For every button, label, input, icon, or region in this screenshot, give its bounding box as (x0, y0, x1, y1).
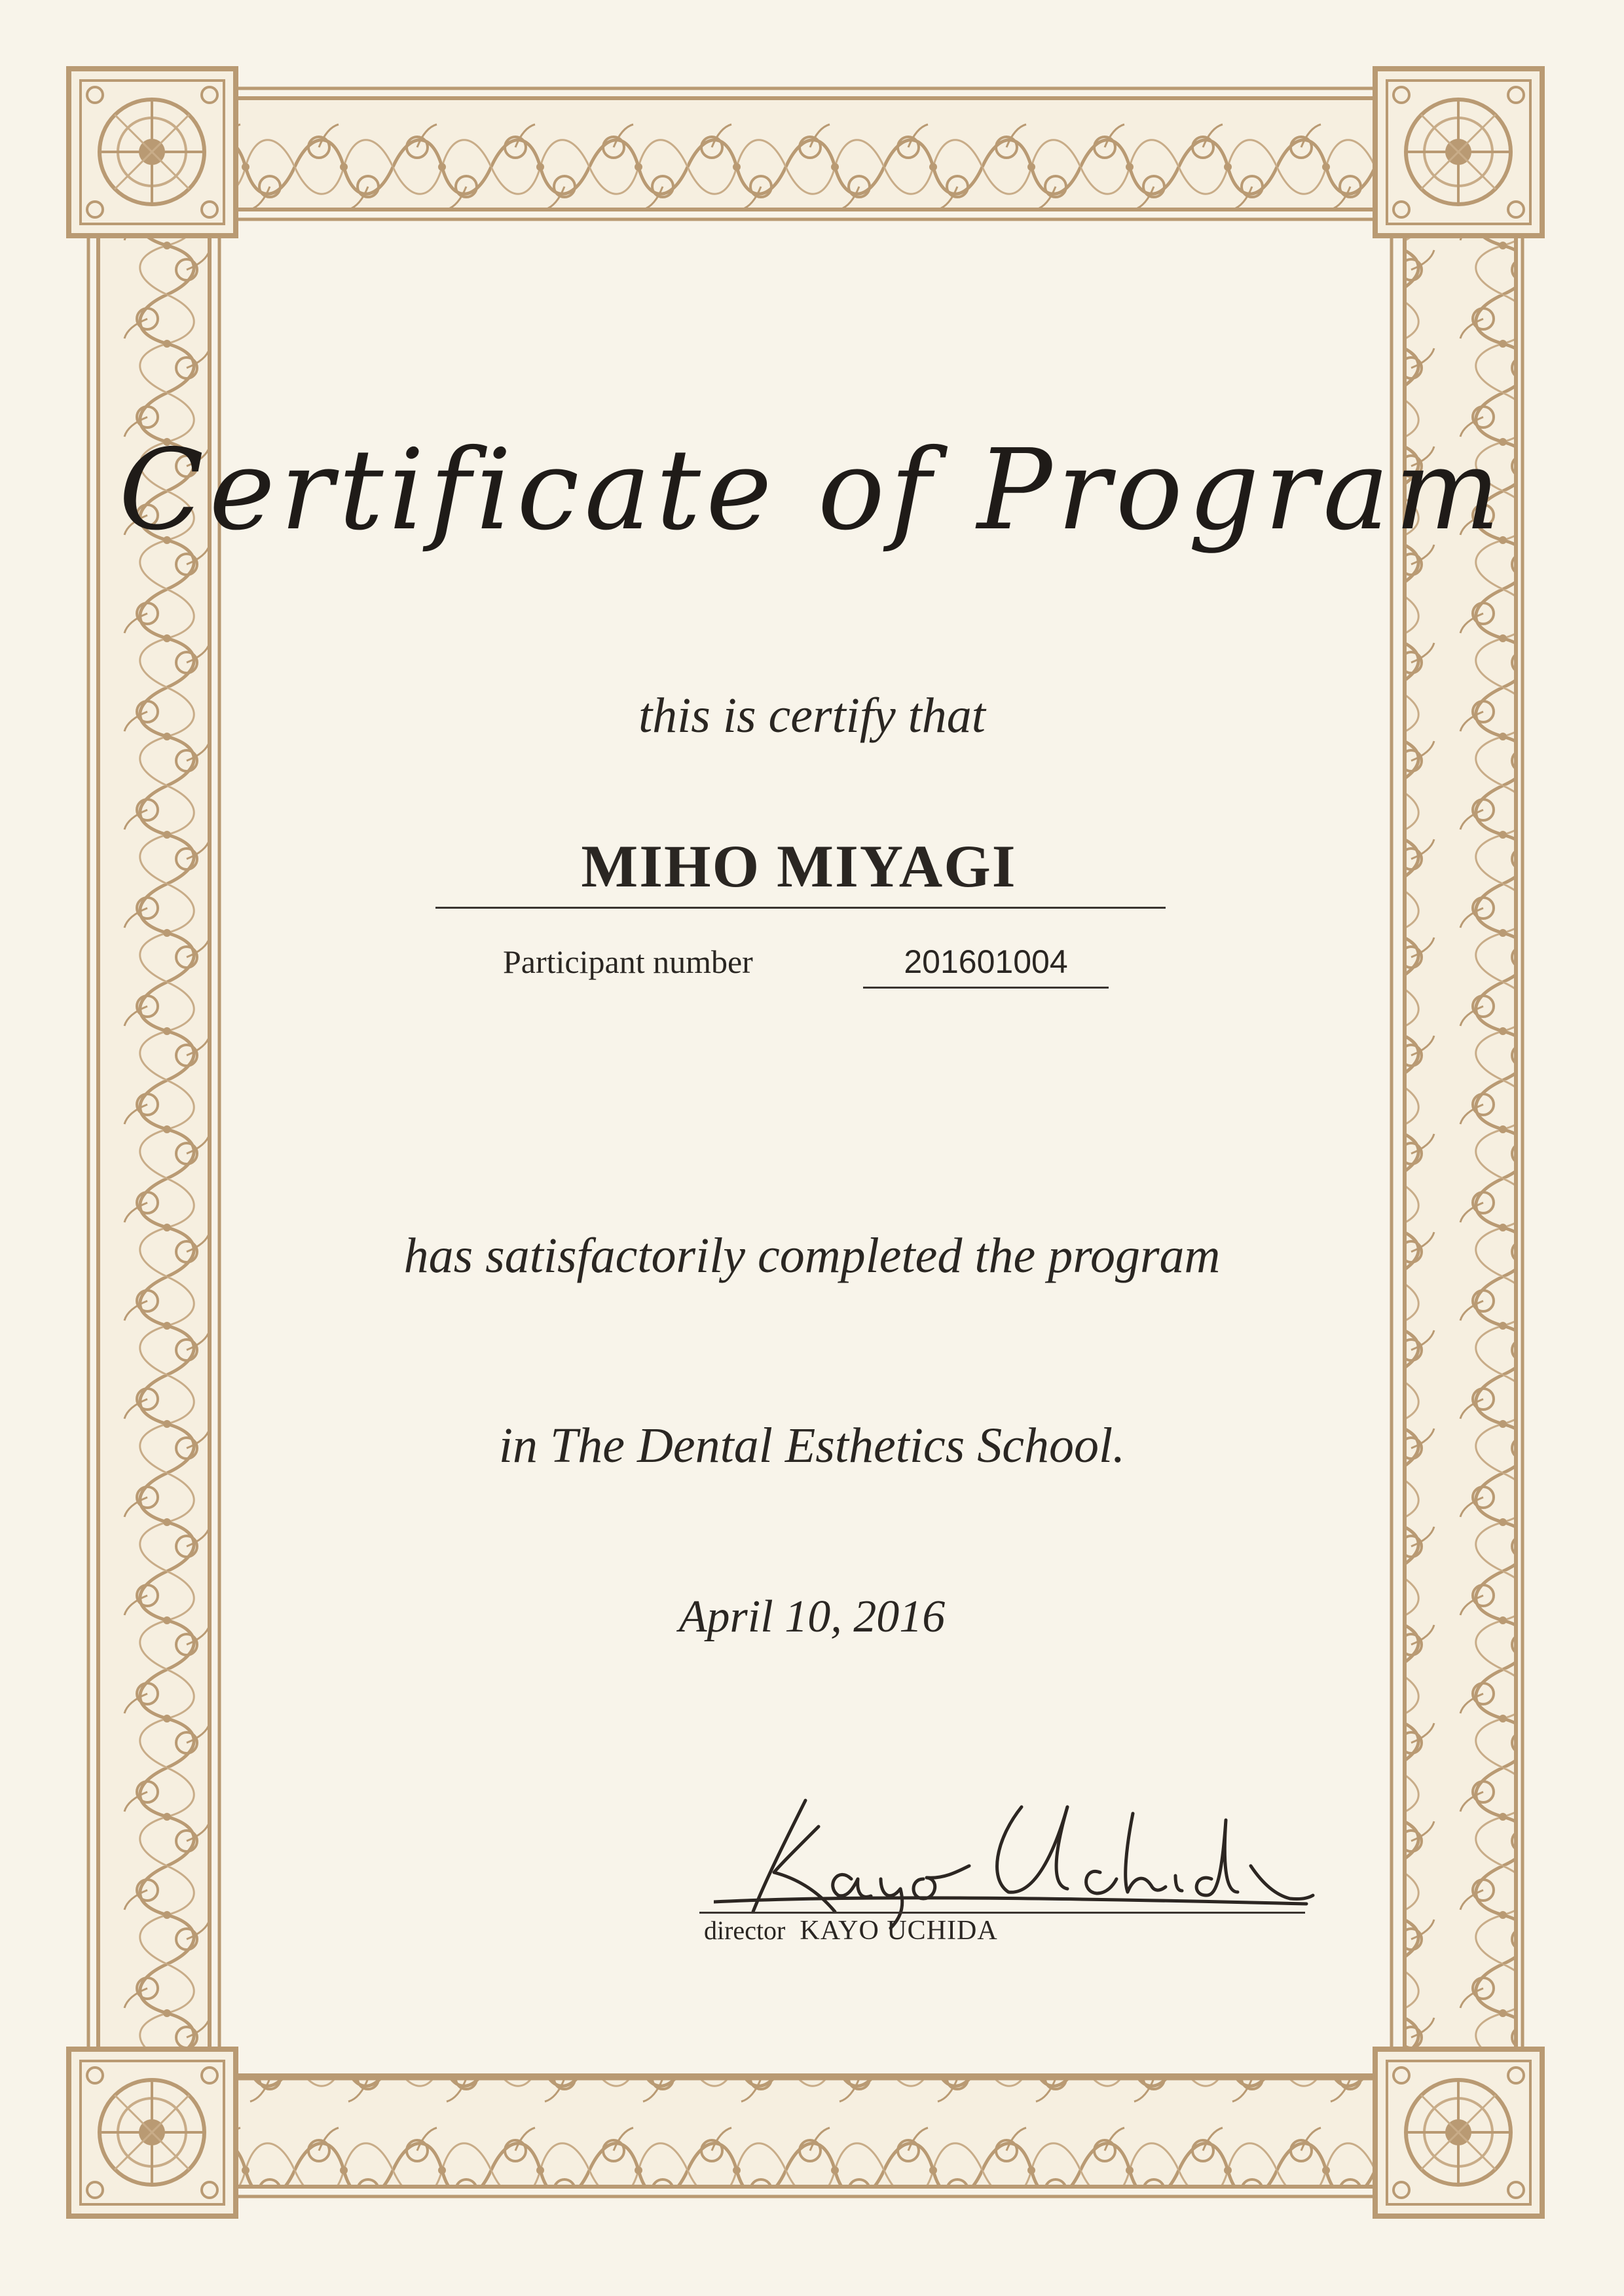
completion-line: has satisfactorily completed the program (403, 1228, 1221, 1283)
participant-number-underline (863, 987, 1109, 989)
handwritten-signature (714, 1781, 1316, 1931)
participant-number-value: 201601004 (904, 943, 1068, 980)
participant-number-label: Participant number (503, 943, 753, 980)
signature-line (699, 1912, 1305, 1914)
recipient-name-underline (435, 907, 1166, 909)
signatory-name: KAYO UCHIDA (800, 1916, 998, 1946)
certificate-title: Certificate of Program (119, 426, 1505, 555)
signatory-role: director (704, 1916, 786, 1945)
signatory (704, 1915, 998, 1946)
certify-line: this is certify that (638, 688, 986, 743)
school-line: in The Dental Esthetics School. (498, 1418, 1126, 1473)
certificate-date: April 10, 2016 (678, 1592, 946, 1642)
recipient-name: MIHO MIYAGI (581, 833, 1017, 900)
